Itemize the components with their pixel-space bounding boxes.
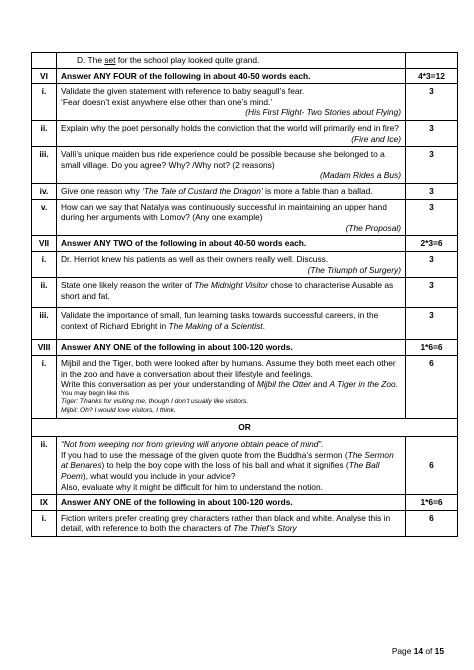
question-marks: 6 <box>406 356 458 419</box>
question-number: i. <box>32 510 57 536</box>
question-number: iv. <box>32 183 57 199</box>
or-divider: OR <box>32 418 458 437</box>
question-number: ii. <box>32 120 57 146</box>
table-row <box>32 183 458 199</box>
section-number: VII <box>32 236 57 252</box>
hint-text: You may begin like this <box>61 389 130 397</box>
table-row <box>32 437 458 495</box>
question-marks: 3 <box>406 183 458 199</box>
question-marks: 3 <box>406 147 458 184</box>
question-text: “Not from weeping nor from grieving will anyone obtain peace of mind”. If you had to use the message of the given quote from the Buddha’s sermon (The Sermon at Benares) to help the boy cope with the loss of his ball and what it signifies (The Ball Poem), what would you include in your advice? Also, evaluate why it might be difficult for him to understand the notion. <box>57 437 406 495</box>
hint-text: Mijbil: Oh? I would love visitors, I think. <box>61 407 176 415</box>
question-number: ii. <box>32 278 57 308</box>
table-row <box>32 356 458 419</box>
section-number: VIII <box>32 340 57 356</box>
question-text: How can we say that Natalya was continuously successful in maintaining an upper hand during her arguments with Lomov? (Any one example) (The Proposal) <box>57 199 406 236</box>
question-number: i. <box>32 356 57 419</box>
table-row <box>32 84 458 121</box>
table-row <box>32 53 458 69</box>
question-number: i. <box>32 84 57 121</box>
table-row <box>32 120 458 146</box>
question-marks: 6 <box>406 510 458 536</box>
section-instruction: Answer ANY ONE of the following in about 100-120 words. <box>57 340 406 356</box>
table-row <box>32 199 458 236</box>
section-header <box>32 340 458 356</box>
question-table <box>31 52 458 537</box>
table-row <box>32 308 458 340</box>
question-text: Mijbil and the Tiger, both were looked after by humans. Assume they both meet each other in the zoo and have a conversation about their lifestyle and feelings. Write this conversation as per your understanding of Mijbil the Otter and A Tiger in the Zoo. You may begin like this Tiger: Thanks for visiting me, though I don’t usually like visitors. Mijbil: Oh? I would love visitors, I think. <box>57 356 406 419</box>
question-marks: 3 <box>406 278 458 308</box>
question-text: Explain why the poet personally holds the conviction that the world will primarily end in fire? (Fire and Ice) <box>57 120 406 146</box>
question-marks: 6 <box>406 437 458 495</box>
table-row <box>32 147 458 184</box>
section-header <box>32 236 458 252</box>
section-marks: 1*6=6 <box>406 495 458 511</box>
source-reference: (Fire and Ice) <box>351 133 401 144</box>
section-header <box>32 495 458 511</box>
section-instruction: Answer ANY TWO of the following in about 40-50 words each. <box>57 236 406 252</box>
question-text: Fiction writers prefer creating grey characters rather than black and white. Analyse this in detail, with reference to both the characters of The Thief’s Story <box>57 510 406 536</box>
question-marks: 3 <box>406 120 458 146</box>
section-marks: 1*6=6 <box>406 340 458 356</box>
question-marks: 3 <box>406 199 458 236</box>
section-header <box>32 68 458 84</box>
section-number: VI <box>32 68 57 84</box>
question-text: Give one reason why ‘The Tale of Custard the Dragon’ is more a fable than a ballad. <box>57 183 406 199</box>
table-row <box>32 510 458 536</box>
section-instruction: Answer ANY FOUR of the following in about 40-50 words each. <box>57 68 406 84</box>
table-row <box>32 278 458 308</box>
page-footer: Page 14 of 15 <box>391 646 444 656</box>
question-number: iii. <box>32 147 57 184</box>
question-text: Validate the importance of small, fun learning tasks towards successful careers, in the context of Richard Ebright in The Making of a Scientist. <box>57 308 406 340</box>
source-reference: (Madam Rides a Bus) <box>320 170 401 181</box>
source-reference: (The Triumph of Surgery) <box>307 264 401 275</box>
hint-text: Tiger: Thanks for visiting me, though I don’t usually like visitors. <box>61 398 249 406</box>
question-number: i. <box>32 251 57 277</box>
source-reference: (The Proposal) <box>345 222 401 233</box>
or-row <box>32 418 458 437</box>
section-marks: 4*3=12 <box>406 68 458 84</box>
source-reference: (His First Flight- Two Stories about Flying) <box>245 107 401 118</box>
table-row <box>32 251 458 277</box>
question-text: Validate the given statement with reference to baby seagull’s fear. ‘Fear doesn’t exist anywhere else other than one’s mind.’ (His First Flight- Two Stories about Flying) <box>57 84 406 121</box>
section-marks: 2*3=6 <box>406 236 458 252</box>
question-text: Dr. Herriot knew his patients as well as their owners really well. Discuss. (The Triumph of Surgery) <box>57 251 406 277</box>
section-number: IX <box>32 495 57 511</box>
question-text: Valli’s unique maiden bus ride experience could be possible because she belonged to a small village. Do you agree? Why? /Why not? (2 reasons) (Madam Rides a Bus) <box>57 147 406 184</box>
question-number: ii. <box>32 437 57 495</box>
question-marks: 3 <box>406 308 458 340</box>
section-instruction: Answer ANY ONE of the following in about 100-120 words. <box>57 495 406 511</box>
question-number: v. <box>32 199 57 236</box>
question-marks: 3 <box>406 251 458 277</box>
question-number: iii. <box>32 308 57 340</box>
question-text: State one likely reason the writer of The Midnight Visitor chose to characterise Ausable as short and fat. <box>57 278 406 308</box>
question-marks: 3 <box>406 84 458 121</box>
question-text: D. The set for the school play looked quite grand. <box>57 53 406 69</box>
